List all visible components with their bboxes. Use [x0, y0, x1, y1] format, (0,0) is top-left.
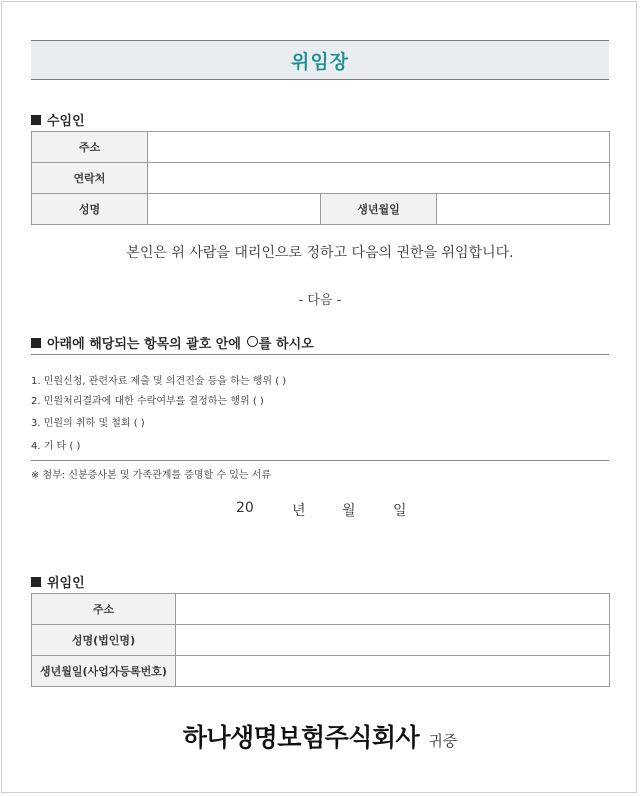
principal-section-heading — [31, 572, 85, 591]
table-row — [32, 656, 610, 687]
proxy-section-heading — [31, 110, 85, 129]
principal-birth-label: 생년월일(사업자등록번호) — [32, 656, 176, 687]
table-row — [32, 163, 610, 194]
next-label: - 다음 - — [298, 293, 342, 308]
instruction-heading — [31, 333, 314, 352]
document-title: 위임장 — [290, 50, 350, 73]
square-bullet-icon — [31, 577, 41, 587]
table-row — [32, 625, 610, 656]
list-item: 1. 민원신청, 관련자료 제출 및 의견진술 등을 하는 행위 ( ) — [31, 376, 287, 387]
principal-info-table — [31, 593, 610, 687]
proxy-info-table — [31, 131, 610, 225]
proxy-contact-field[interactable] — [148, 163, 610, 194]
circle-mark-icon — [246, 335, 259, 350]
square-bullet-icon — [31, 115, 41, 125]
delegation-statement: 본인은 위 사람을 대리인으로 정하고 다음의 권한을 위임합니다. — [126, 245, 514, 261]
proxy-name-label: 성명 — [32, 194, 148, 225]
attachment-note: ※ 첨부: 신분증사본 및 가족관계를 증명할 수 있는 서류 — [31, 470, 272, 481]
list-item: 4. 기 타 ( ) — [31, 441, 81, 452]
proxy-heading-text: 수임인 — [47, 114, 85, 129]
proxy-birth-field[interactable] — [437, 194, 610, 225]
divider — [31, 354, 609, 355]
proxy-address-field[interactable] — [148, 132, 610, 163]
principal-address-field[interactable] — [176, 594, 610, 625]
proxy-name-field[interactable] — [148, 194, 321, 225]
divider — [31, 460, 609, 461]
proxy-contact-label: 연락처 — [32, 163, 148, 194]
recipient-suffix: 귀중 — [428, 732, 458, 750]
principal-address-label: 주소 — [32, 594, 176, 625]
footer-recipient — [0, 718, 640, 754]
table-row — [32, 132, 610, 163]
list-item: 3. 민원의 취하 및 철회 ( ) — [31, 418, 145, 429]
proxy-address-label: 주소 — [32, 132, 148, 163]
principal-birth-field[interactable] — [176, 656, 610, 687]
date-year: 년 — [292, 503, 306, 519]
square-bullet-icon — [31, 338, 41, 348]
date-day: 일 — [393, 503, 407, 519]
table-row — [32, 194, 610, 225]
instruction-suffix: 를 하시오 — [258, 337, 314, 352]
instruction-prefix: 아래에 해당되는 항목의 괄호 안에 — [47, 337, 241, 352]
principal-name-field[interactable] — [176, 625, 610, 656]
company-name: 하나생명보험주식회사 — [182, 723, 420, 752]
table-row — [32, 594, 610, 625]
principal-name-label: 성명(법인명) — [32, 625, 176, 656]
date-month: 월 — [342, 503, 356, 519]
date-year-prefix: 20 — [236, 500, 254, 516]
proxy-birth-label: 생년월일 — [321, 194, 437, 225]
title-bar — [31, 40, 609, 80]
principal-heading-text: 위임인 — [47, 576, 85, 591]
list-item: 2. 민원처리결과에 대한 수락여부를 결정하는 행위 ( ) — [31, 396, 264, 407]
